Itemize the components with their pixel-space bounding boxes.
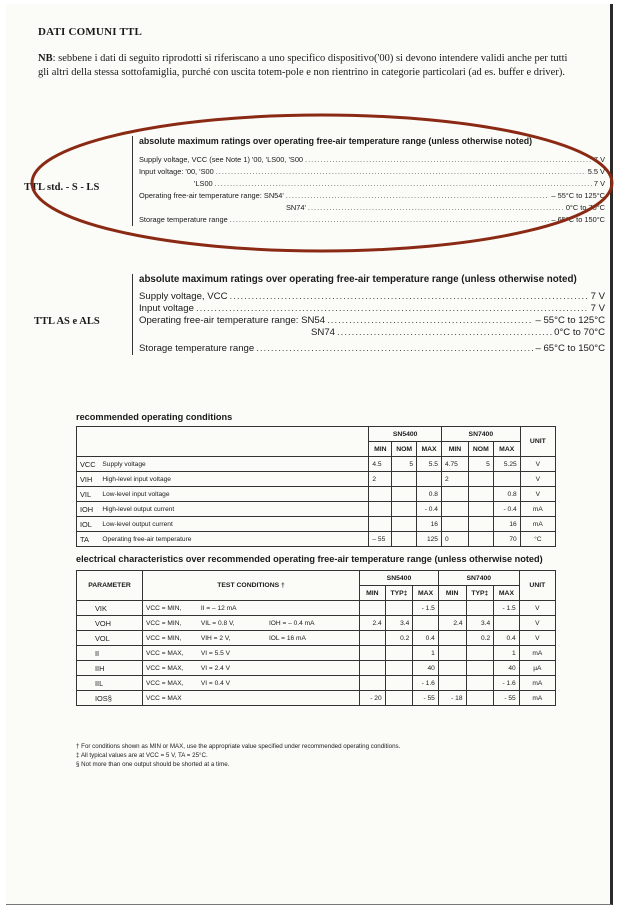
- test-condition: VCC = MAX,: [142, 661, 197, 676]
- param-symbol: VCC: [77, 457, 100, 472]
- table-row: [77, 676, 556, 691]
- table-row: [77, 502, 556, 517]
- value-cell: - 55: [494, 691, 520, 706]
- value-cell: [360, 661, 386, 676]
- ratings-row: Operating free-air temperature range: SN54 ..... – 55°C to 125°C: [139, 315, 605, 327]
- param-symbol: VIK: [77, 601, 143, 616]
- elec-body: [77, 601, 556, 706]
- unit-cell: mA: [520, 517, 555, 532]
- value-cell: [385, 676, 413, 691]
- value-cell: 0.2: [385, 631, 413, 646]
- col-header: MAX: [417, 442, 442, 457]
- roc-table: [76, 426, 556, 547]
- ratings-row: Supply voltage, VCC ..... 7 V: [139, 291, 605, 303]
- value-cell: [392, 517, 417, 532]
- unit-cell: V: [520, 457, 555, 472]
- value-cell: 16: [493, 517, 520, 532]
- roc-body: [77, 457, 556, 547]
- ratings-row: Input voltage: '00, 'S00 ..... 5.5 V: [139, 166, 605, 178]
- value-cell: 1: [413, 646, 439, 661]
- value-cell: [438, 646, 466, 661]
- test-condition: VCC = MAX,: [142, 676, 197, 691]
- unit-cell: µA: [519, 661, 555, 676]
- value-cell: [392, 532, 417, 547]
- value-cell: [360, 676, 386, 691]
- param-symbol: IIH: [77, 661, 143, 676]
- ratings-row: 'LS00 ..... 7 V: [139, 178, 605, 190]
- elec-group2-header: SN7400: [438, 571, 519, 586]
- value-cell: [360, 601, 386, 616]
- value-cell: 0.8: [493, 487, 520, 502]
- elec-param-header: PARAMETER: [77, 571, 143, 601]
- nb-text: : sebbene i dati di seguito riprodotti si riferiscano a uno specifico dispositivo('00) si devono intendere validi anche per tutti gli altri della stessa sottofamiglia, purché con uscita totem-pole e non rientrino in categorie particolari (ad es. buffer e driver).: [38, 53, 568, 78]
- col-header: MAX: [493, 442, 520, 457]
- value-cell: 4.5: [369, 457, 392, 472]
- side-label-ttl-as: TTL AS e ALS: [34, 316, 100, 327]
- test-condition: VCC = MIN,: [142, 631, 197, 646]
- test-condition: VI = 0.4 V: [198, 676, 266, 691]
- ratings-row: Storage temperature range ..... – 65°C to 150°C: [139, 343, 605, 355]
- col-header: MAX: [413, 586, 439, 601]
- value-cell: – 55: [369, 532, 392, 547]
- value-cell: 5: [468, 457, 493, 472]
- value-cell: [441, 517, 468, 532]
- col-header: MIN: [360, 586, 386, 601]
- ratings-row: SN74 ..... 0°C to 70°C: [139, 327, 605, 339]
- col-header: TYP‡: [385, 586, 413, 601]
- value-cell: - 18: [438, 691, 466, 706]
- elec-cond-header: TEST CONDITIONS †: [142, 571, 359, 601]
- value-cell: 0.8: [417, 487, 442, 502]
- value-cell: 16: [417, 517, 442, 532]
- unit-cell: V: [519, 616, 555, 631]
- value-cell: 2.4: [360, 616, 386, 631]
- param-symbol: IOL: [77, 517, 100, 532]
- footnote: § Not more than one output should be shorted at a time.: [76, 761, 230, 768]
- value-cell: [468, 487, 493, 502]
- value-cell: 5.25: [493, 457, 520, 472]
- ratings-block-as: [132, 274, 605, 355]
- ratings-heading: absolute maximum ratings over operating free-air temperature range (unless otherwise noted): [139, 136, 533, 146]
- value-cell: [392, 487, 417, 502]
- ratings-heading: absolute maximum ratings over operating free-air temperature range (unless otherwise noted): [139, 274, 577, 285]
- table-row: [77, 487, 556, 502]
- ratings-row: Storage temperature range ..... – 65°C to 150°C: [139, 214, 605, 226]
- value-cell: 0.4: [413, 631, 439, 646]
- value-cell: [385, 691, 413, 706]
- test-condition: [198, 691, 266, 706]
- value-cell: [468, 517, 493, 532]
- ratings-row: SN74' ..... 0°C to 70°C: [139, 202, 605, 214]
- test-condition: VI = 5.5 V: [198, 646, 266, 661]
- table-row: [77, 457, 556, 472]
- param-symbol: II: [77, 646, 143, 661]
- unit-cell: V: [519, 601, 555, 616]
- value-cell: [369, 517, 392, 532]
- value-cell: - 20: [360, 691, 386, 706]
- roc-group1-header: SN5400: [369, 427, 442, 442]
- test-condition: IOL = 16 mA: [266, 631, 360, 646]
- value-cell: [466, 691, 494, 706]
- table-row: [77, 601, 556, 616]
- param-symbol: VIH: [77, 472, 100, 487]
- ratings-row: Operating free-air temperature range: SN54' ..... – 55°C to 125°C: [139, 190, 605, 202]
- table-row: [77, 646, 556, 661]
- value-cell: [392, 472, 417, 487]
- value-cell: [494, 616, 520, 631]
- table-row: [77, 661, 556, 676]
- col-header: TYP‡: [466, 586, 494, 601]
- value-cell: - 1.6: [413, 676, 439, 691]
- value-cell: [369, 487, 392, 502]
- value-cell: [466, 601, 494, 616]
- side-label-ttl-std: TTL std. - S - LS: [24, 182, 100, 193]
- test-condition: VCC = MAX,: [142, 646, 197, 661]
- test-condition: [266, 661, 360, 676]
- datasheet-page: [6, 4, 613, 905]
- param-symbol: TA: [77, 532, 100, 547]
- elec-title: electrical characteristics over recommended operating free-air temperature range (unless otherwise noted): [76, 554, 543, 564]
- value-cell: [468, 502, 493, 517]
- value-cell: 0: [441, 532, 468, 547]
- table-row: [77, 691, 556, 706]
- ratings-row: Input voltage ..... 7 V: [139, 303, 605, 315]
- value-cell: [360, 631, 386, 646]
- value-cell: 3.4: [466, 616, 494, 631]
- param-description: Low-level input voltage: [99, 487, 369, 502]
- test-condition: [266, 646, 360, 661]
- table-row: [77, 517, 556, 532]
- value-cell: [468, 532, 493, 547]
- test-condition: VI = 2.4 V: [198, 661, 266, 676]
- nb-label: NB: [38, 53, 53, 64]
- value-cell: [438, 661, 466, 676]
- unit-cell: mA: [519, 646, 555, 661]
- value-cell: - 1.5: [413, 601, 439, 616]
- test-condition: VCC = MIN,: [142, 601, 197, 616]
- footnote: ‡ All typical values are at VCC = 5 V, TA = 25°C.: [76, 752, 208, 759]
- value-cell: [392, 502, 417, 517]
- param-description: High-level output current: [99, 502, 369, 517]
- unit-cell: V: [520, 487, 555, 502]
- param-description: Supply voltage: [99, 457, 369, 472]
- table-row: [77, 631, 556, 646]
- unit-cell: °C: [520, 532, 555, 547]
- value-cell: [385, 661, 413, 676]
- value-cell: [360, 646, 386, 661]
- value-cell: 5: [392, 457, 417, 472]
- value-cell: 2: [441, 472, 468, 487]
- value-cell: - 55: [413, 691, 439, 706]
- unit-cell: V: [519, 631, 555, 646]
- ratings-block-std: [132, 136, 605, 226]
- value-cell: [466, 646, 494, 661]
- col-header: NOM: [392, 442, 417, 457]
- value-cell: [385, 601, 413, 616]
- param-symbol: VIL: [77, 487, 100, 502]
- value-cell: [413, 616, 439, 631]
- value-cell: 40: [494, 661, 520, 676]
- value-cell: [466, 661, 494, 676]
- col-header: MIN: [438, 586, 466, 601]
- table-row: [77, 616, 556, 631]
- value-cell: 4.75: [441, 457, 468, 472]
- param-description: Operating free-air temperature: [99, 532, 369, 547]
- param-symbol: IOH: [77, 502, 100, 517]
- value-cell: [438, 676, 466, 691]
- roc-unit-header: UNIT: [520, 427, 555, 457]
- test-condition: VIL = 0.8 V,: [198, 616, 266, 631]
- param-description: Low-level output current: [99, 517, 369, 532]
- value-cell: 125: [417, 532, 442, 547]
- elec-group1-header: SN5400: [360, 571, 439, 586]
- value-cell: 1: [494, 646, 520, 661]
- value-cell: [468, 472, 493, 487]
- roc-group2-header: SN7400: [441, 427, 520, 442]
- table-row: [77, 472, 556, 487]
- value-cell: [441, 487, 468, 502]
- test-condition: [266, 676, 360, 691]
- test-condition: II = – 12 mA: [198, 601, 266, 616]
- test-condition: VCC = MAX: [142, 691, 197, 706]
- elec-unit-header: UNIT: [519, 571, 555, 601]
- test-condition: [266, 601, 360, 616]
- value-cell: [493, 472, 520, 487]
- unit-cell: mA: [519, 676, 555, 691]
- col-header: MIN: [441, 442, 468, 457]
- param-symbol: VOL: [77, 631, 143, 646]
- value-cell: 40: [413, 661, 439, 676]
- unit-cell: mA: [520, 502, 555, 517]
- test-condition: VIH = 2 V,: [198, 631, 266, 646]
- unit-cell: mA: [519, 691, 555, 706]
- value-cell: 0.2: [466, 631, 494, 646]
- param-symbol: VOH: [77, 616, 143, 631]
- ratings-row: Supply voltage, VCC (see Note 1) '00, 'LS00, 'S00 ..... 7 V: [139, 154, 605, 166]
- value-cell: [438, 601, 466, 616]
- value-cell: [466, 676, 494, 691]
- value-cell: 2: [369, 472, 392, 487]
- value-cell: - 1.5: [494, 601, 520, 616]
- value-cell: - 0.4: [493, 502, 520, 517]
- footnotes: [76, 742, 546, 769]
- page-title: DATI COMUNI TTL: [38, 26, 143, 38]
- roc-title: recommended operating conditions: [76, 412, 233, 422]
- col-header: NOM: [468, 442, 493, 457]
- table-row: [77, 532, 556, 547]
- test-condition: VCC = MIN,: [142, 616, 197, 631]
- unit-cell: V: [520, 472, 555, 487]
- col-header: MIN: [369, 442, 392, 457]
- value-cell: [438, 631, 466, 646]
- param-symbol: IOS§: [77, 691, 143, 706]
- param-description: High-level input voltage: [99, 472, 369, 487]
- param-symbol: IIL: [77, 676, 143, 691]
- value-cell: [441, 502, 468, 517]
- value-cell: [369, 502, 392, 517]
- footnote: † For conditions shown as MIN or MAX, use the appropriate value specified under recommended operating conditions.: [76, 743, 401, 750]
- value-cell: 3.4: [385, 616, 413, 631]
- test-condition: IOH = – 0.4 mA: [266, 616, 360, 631]
- value-cell: 2.4: [438, 616, 466, 631]
- value-cell: - 1.6: [494, 676, 520, 691]
- value-cell: [385, 646, 413, 661]
- value-cell: 5.5: [417, 457, 442, 472]
- value-cell: 70: [493, 532, 520, 547]
- nb-note: [38, 52, 568, 80]
- value-cell: - 0.4: [417, 502, 442, 517]
- elec-table: [76, 570, 556, 706]
- value-cell: 0.4: [494, 631, 520, 646]
- test-condition: [266, 691, 360, 706]
- value-cell: [417, 472, 442, 487]
- col-header: MAX: [494, 586, 520, 601]
